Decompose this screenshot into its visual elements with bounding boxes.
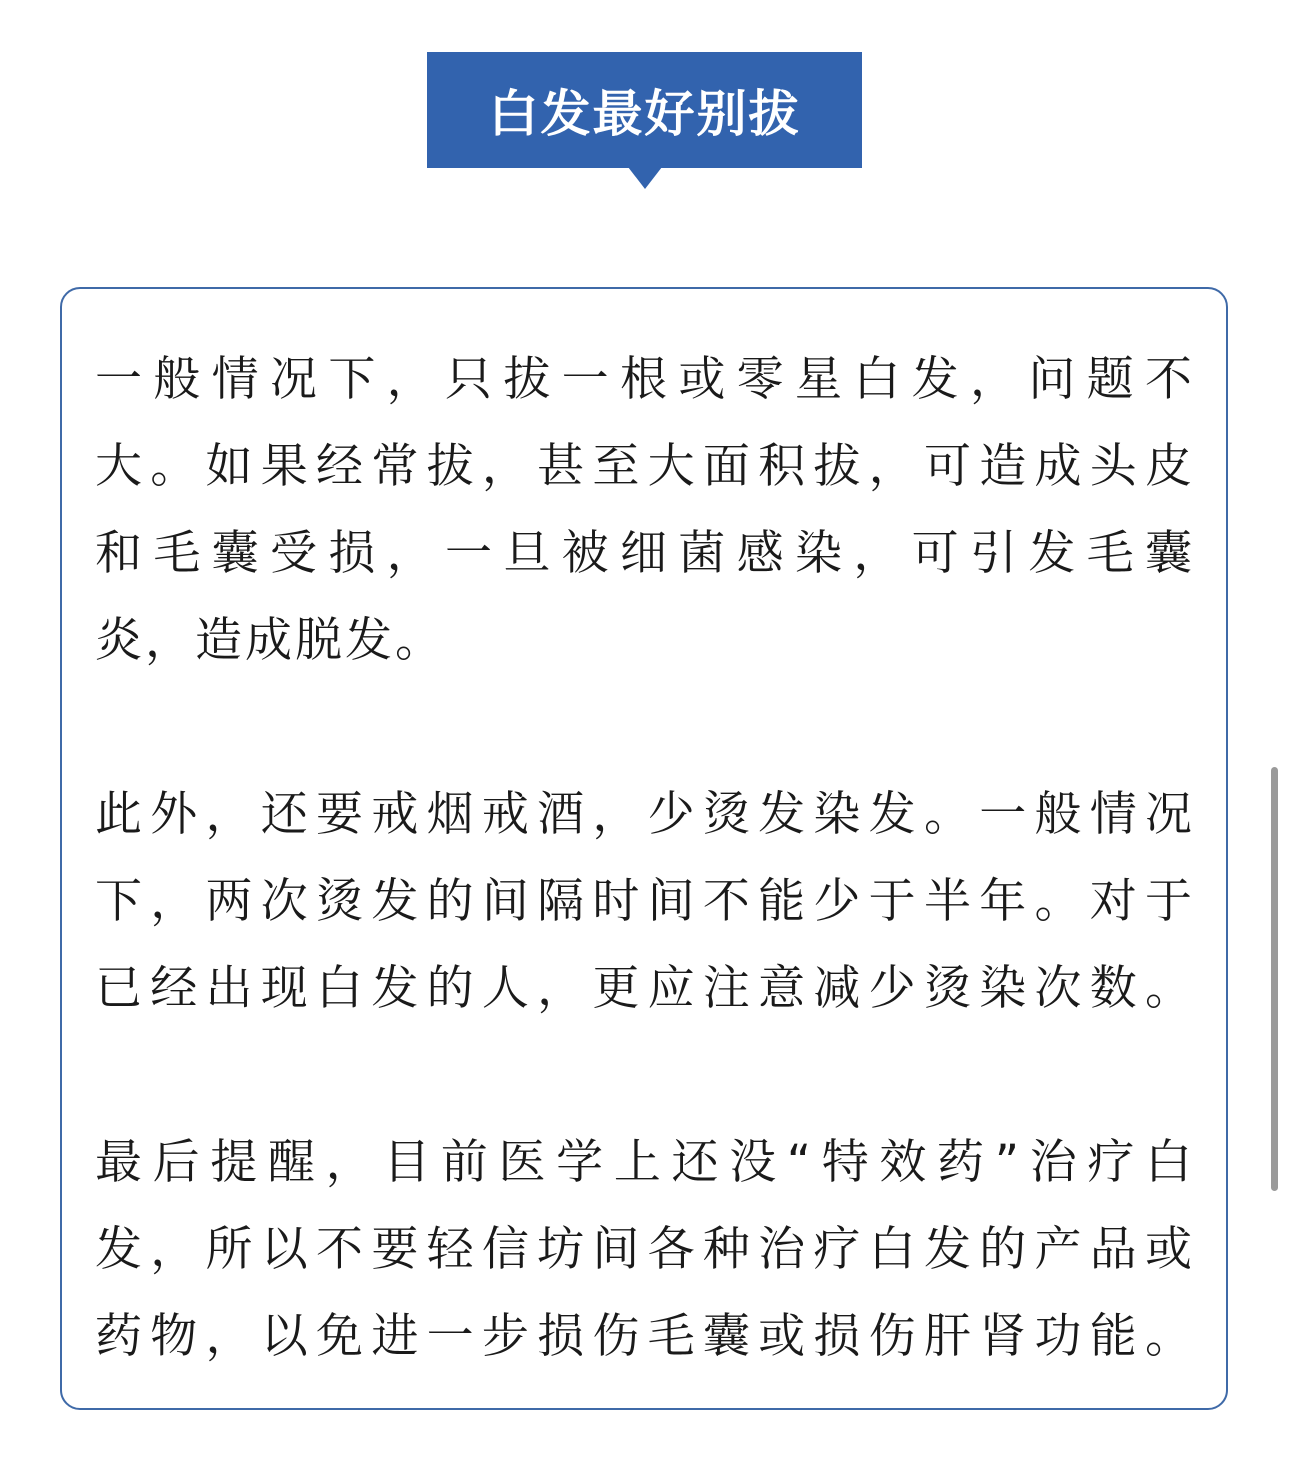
paragraph-line: 药物，以免进一步损伤毛囊或损伤肝肾功能。 — [95, 1309, 1192, 1364]
paragraph — [95, 1119, 1192, 1380]
paragraph-line: 炎，造成脱发。 — [95, 613, 445, 668]
paragraph-line: 最后提醒，目前医学上还没“特效药”治疗白 — [95, 1135, 1192, 1190]
title-banner — [427, 52, 862, 168]
paragraph-line: 此外，还要戒烟戒酒，少烫发染发。一般情况 — [95, 787, 1192, 842]
paragraph-line: 一般情况下，只拔一根或零星白发，问题不 — [95, 352, 1192, 407]
title-pointer-arrow — [628, 167, 662, 189]
paragraph-line: 发，所以不要轻信坊间各种治疗白发的产品或 — [95, 1222, 1192, 1277]
paragraph — [95, 336, 1192, 684]
article-body — [95, 336, 1192, 1467]
paragraph — [95, 771, 1192, 1032]
paragraph-line: 下，两次烫发的间隔时间不能少于半年。对于 — [95, 874, 1192, 929]
paragraph-line: 大。如果经常拔，甚至大面积拔，可造成头皮 — [95, 439, 1192, 494]
scrollbar[interactable] — [1271, 767, 1278, 1191]
section-title: 白发最好别拔 — [488, 85, 801, 143]
paragraph-line: 已经出现白发的人，更应注意减少烫染次数。 — [95, 961, 1192, 1016]
paragraph-line: 和毛囊受损，一旦被细菌感染，可引发毛囊 — [95, 526, 1192, 581]
